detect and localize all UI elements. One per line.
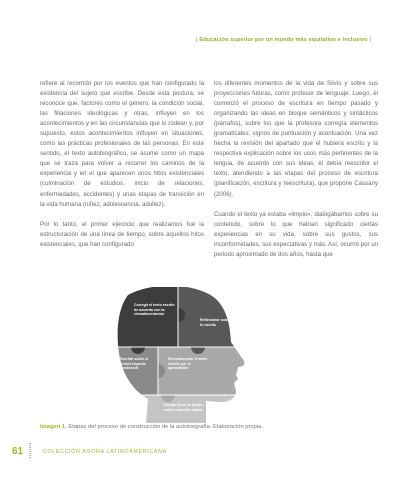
- piece-label-correct: Corregir el texto escrito de acuerdo con la retroalimentación: [134, 303, 175, 317]
- head-puzzle-figure: [98, 287, 298, 487]
- piece-label-write: Escribir sobre el primer trayecto existencial: [120, 357, 149, 371]
- header-bracket-open: [: [196, 37, 198, 43]
- running-header: [196, 37, 371, 43]
- left-column: [40, 79, 204, 250]
- page-number: 61: [12, 446, 24, 457]
- piece-label-feedback: Retroalimentar el texto escrito por el aprendiente: [168, 357, 207, 371]
- right-paragraph-1: los diferentes momentos de la vida de Silvio y sobre sus proyecciones futuras, como profesor de lenguaje. Luego, él comenzó el proceso de escritura en tiempo pasado y organizando las ideas en bloque semánticos y sintácticos (párrafos), sobre los que la profesora corregía elementos gramaticales, signos de puntuación y acentuación. Una vez hecha la revisión del apartado que él hubiera escrito y la respectiva explicación sobre los usos más pertinentes de la lengua, de acuerdo con sus ideas, él debía reescribir el texto, atendiendo a las etapas del proceso de escritura (planificación, escritura y reescritura), que propone Cassany (2006).: [214, 80, 378, 198]
- caption-text: Etapas del proceso de construcción de la autobiografía. Elaboración propia.: [66, 424, 264, 430]
- piece-label-timeline: Dibujar línea de tiempo sobre trayectos vitales: [164, 403, 204, 412]
- right-column: [214, 79, 378, 260]
- collection-name: COLECCIÓN AGORA LATINOAMERICANA: [43, 449, 167, 455]
- header-bracket-close: ]: [369, 37, 371, 43]
- piece-label-reflect: Reflexionar sobre lo escrito: [200, 318, 231, 327]
- right-paragraph-2: Cuando el texto ya estaba «limpio», dialogábamos sobre su contenido, sobre lo que habían significado ciertas experiencias en su vida, sobre sus gustos, sus inconformidades, sus expectativas y más. Así, ocurrió por un periodo aproximado de dos años, hasta que: [214, 210, 378, 258]
- head-puzzle-svg: [98, 287, 298, 427]
- left-paragraph-1: refiere al recorrido por los eventos que han configurado la existencia del sujeto que escribe. Desde esta postura, se reconoce que, factores como el género, la condición social, las filiaciones ideológicas y otras, influyen en los acontecimientos y en las circunstancias que lo rodean y, por supuesto, estos acontecimientos influyen en situaciones, como las prácticas profesionales de las personas. En este sentido, el texto autobiográfico, se asume como un mapa que se traza para volver a recorrer los caminos de la experiencia y en el que aparecen unos hitos existenciales (culminación de estudios, inicio de relaciones, enfermedades, accidentes) y unas etapas de transición en la vida humana (niñez, adolescencia, adultez).: [40, 80, 204, 208]
- header-title: Educación superior por un mundo más equitativo e inclusivo: [199, 37, 368, 43]
- left-paragraph-2: Por lo tanto, el primer ejercicio que realizamos fue la estructuración de una línea de tiempo, sobre aquellos hitos existenciales, que han configurado: [40, 220, 204, 248]
- piece-top-right: [178, 287, 258, 347]
- caption-label: Imagen 1.: [40, 424, 67, 430]
- footer-divider: [29, 443, 31, 459]
- figure-caption: [40, 424, 263, 430]
